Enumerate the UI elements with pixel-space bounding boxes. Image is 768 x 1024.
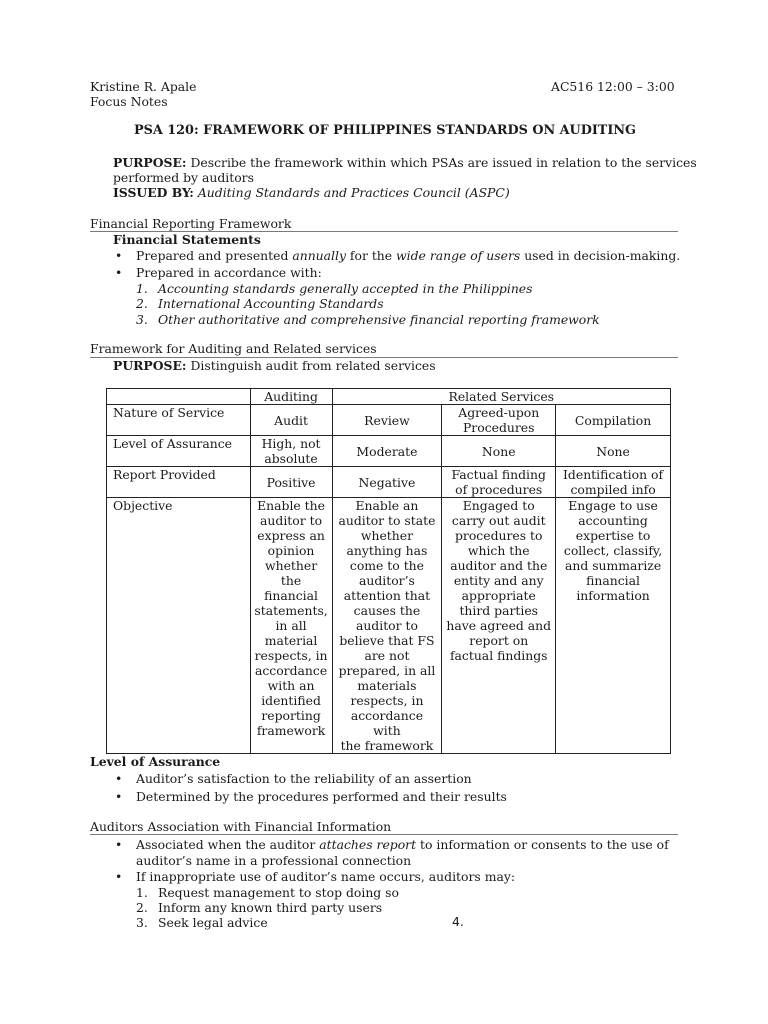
table-cell [442,405,556,436]
item-text: Seek legal advice [158,915,268,930]
purpose-label: PURPOSE: [113,358,187,373]
cell-line: in all [275,618,307,633]
item-number: 3. [136,312,148,327]
item-number: 3. [136,915,148,930]
cell-line: Identification of [563,467,664,482]
table-row [107,467,671,498]
item-text: Other authoritative and comprehensive financial reporting framework [158,312,600,327]
cell-line: statements, [254,603,328,618]
cell-line: auditor to state [338,513,436,528]
table-row [107,405,671,436]
table-cell [250,436,332,467]
author-name: Kristine R. Apale [90,79,197,94]
emphasis-text: attaches report [319,837,417,852]
cell-line: entity and any [453,573,544,588]
emphasis-text: annually [292,248,346,263]
cell-line: express an [257,528,325,543]
objective-compilation [556,498,671,754]
section-heading-framework-auditing: Framework for Auditing and Related services [90,341,377,356]
cell-line: financial [586,573,640,588]
bullet-item [136,837,669,852]
cell-line: Engaged to [462,498,535,513]
cell-line: materials [357,678,417,693]
cell-line: whether the [264,558,318,588]
bullet-text: Prepared and presented [136,248,293,263]
page-title: PSA 120: FRAMEWORK OF PHILIPPINES STANDARDS ON AUDITING [134,123,636,138]
numbered-item [136,900,383,915]
cell-line: auditor to [355,618,418,633]
table-cell: Compilation [556,405,671,436]
item-number: 2. [136,900,148,915]
row-label-report: Report Provided [107,467,251,498]
numbered-item [136,296,384,311]
numbered-item [136,885,400,900]
cell-line: procedures to [454,528,543,543]
purpose-label: PURPOSE: [113,155,187,170]
cell-line: third parties [459,603,539,618]
cell-line: accordance [254,663,328,678]
emphasis-text: wide range of users [396,248,521,263]
cell-line: Procedures [462,420,535,435]
bullet-continuation: auditor’s name in a professional connection [136,853,412,868]
cell-line: material [264,633,318,648]
cell-line: opinion [267,543,315,558]
cell-line: which the [467,543,530,558]
table-cell [442,467,556,498]
cell-line: come to the [349,558,424,573]
section-heading-level-of-assurance: Level of Assurance [90,754,221,769]
cell-line: are not [364,648,410,663]
bullet-item: • If inappropriate use of auditor’s name occurs, auditors may: [136,869,515,884]
table-cell [556,467,671,498]
purpose-text: Distinguish audit from related services [190,358,436,373]
services-comparison-table [106,388,671,754]
cell-line: framework [256,723,326,738]
table-cell: Moderate [332,436,442,467]
cell-line: Engage to use [568,498,658,513]
purpose-line [113,155,697,170]
cell-line: Enable an [355,498,419,513]
cell-line: Enable the [257,498,325,513]
bullet-item [136,248,680,263]
table-row [107,389,671,405]
row-label-assurance: Level of Assurance [107,436,251,467]
group-header-related-services: Related Services [332,389,670,405]
table-cell: Positive [250,467,332,498]
cell-line: auditor’s [358,573,415,588]
bullet-item: • Auditor’s satisfaction to the reliability of an assertion [136,771,472,786]
cell-line: identified [261,693,321,708]
cell-line: carry out audit [451,513,546,528]
table-row [107,436,671,467]
cell-line: auditor to [260,513,323,528]
section-heading-auditors-association: Auditors Association with Financial Information [90,819,392,834]
cell-line: accordance with [350,708,424,738]
numbered-item [136,281,533,296]
row-label-objective: Objective [107,498,251,754]
cell-line: attention that [343,588,431,603]
issued-by-label: ISSUED BY: [113,185,194,200]
group-header-auditing: Auditing [250,389,332,405]
bullet-text: to information or consents to the use of [416,837,669,852]
cell-line: causes the [353,603,421,618]
item-number: 1. [136,281,148,296]
objective-audit [250,498,332,754]
bullet-text: for the [345,248,397,263]
cell-line: collect, classify, [563,543,663,558]
bullet-item: • Prepared in accordance with: [136,265,322,280]
cell-line: with an [267,678,315,693]
cell-line: financial [264,588,318,603]
cell-line: appropriate [461,588,536,603]
cell-line: High, not [261,436,321,451]
issued-by-text: Auditing Standards and Practices Council (ASPC) [197,185,510,200]
section-heading-financial-reporting: Financial Reporting Framework [90,216,292,231]
cell-line: whether [360,528,414,543]
cell-line: respects, in [350,693,424,708]
purpose-text-2: performed by auditors [113,170,254,185]
item-text: Request management to stop doing so [158,885,400,900]
item-text: Accounting standards generally accepted in the Philippines [158,281,533,296]
cell-line: Agreed-upon [458,405,540,420]
numbered-item [136,312,600,327]
course-schedule: AC516 12:00 – 3:00 [551,79,675,94]
table-cell: Audit [250,405,332,436]
section2-purpose [113,358,436,373]
page-number: 4. [452,914,464,929]
cell-line: accounting [578,513,648,528]
bullet-item: • Determined by the procedures performed and their results [136,789,507,804]
objective-review [332,498,442,754]
document-subtitle: Focus Notes [90,94,168,109]
row-label-nature: Nature of Service [107,405,251,436]
cell-line: reporting [261,708,321,723]
table-row [107,498,671,754]
issued-by-line [113,185,510,200]
cell-line: believe that FS [339,633,435,648]
cell-line: prepared, in all [338,663,436,678]
financial-statements-subheading: Financial Statements [113,232,261,247]
item-text: International Accounting Standards [158,296,384,311]
cell-line: factual findings [449,648,548,663]
purpose-text-1: Describe the framework within which PSAs are issued in relation to the services [190,155,697,170]
cell-line: respects, in [254,648,328,663]
cell-line: have agreed and [446,618,552,633]
bullet-text: used in decision-making. [520,248,681,263]
cell-line: the framework [340,738,434,753]
cell-line: expertise to [575,528,651,543]
cell-line: absolute [264,451,318,466]
cell-line: report on [469,633,529,648]
numbered-item [136,915,268,930]
cell-line: information [576,588,650,603]
objective-agreed [442,498,556,754]
table-cell: Review [332,405,442,436]
cell-line: Factual finding [451,467,546,482]
table-cell: Negative [332,467,442,498]
table-cell: None [442,436,556,467]
cell-line: and summarize [564,558,662,573]
cell-line: anything has [346,543,428,558]
cell-line: of procedures [455,482,543,497]
section-divider [90,834,678,835]
table-cell: None [556,436,671,467]
item-number: 1. [136,885,148,900]
item-text: Inform any known third party users [158,900,383,915]
item-number: 2. [136,296,148,311]
table-cell [107,389,251,405]
bullet-text: Associated when the auditor [136,837,320,852]
cell-line: compiled info [570,482,656,497]
cell-line: auditor and the [450,558,548,573]
